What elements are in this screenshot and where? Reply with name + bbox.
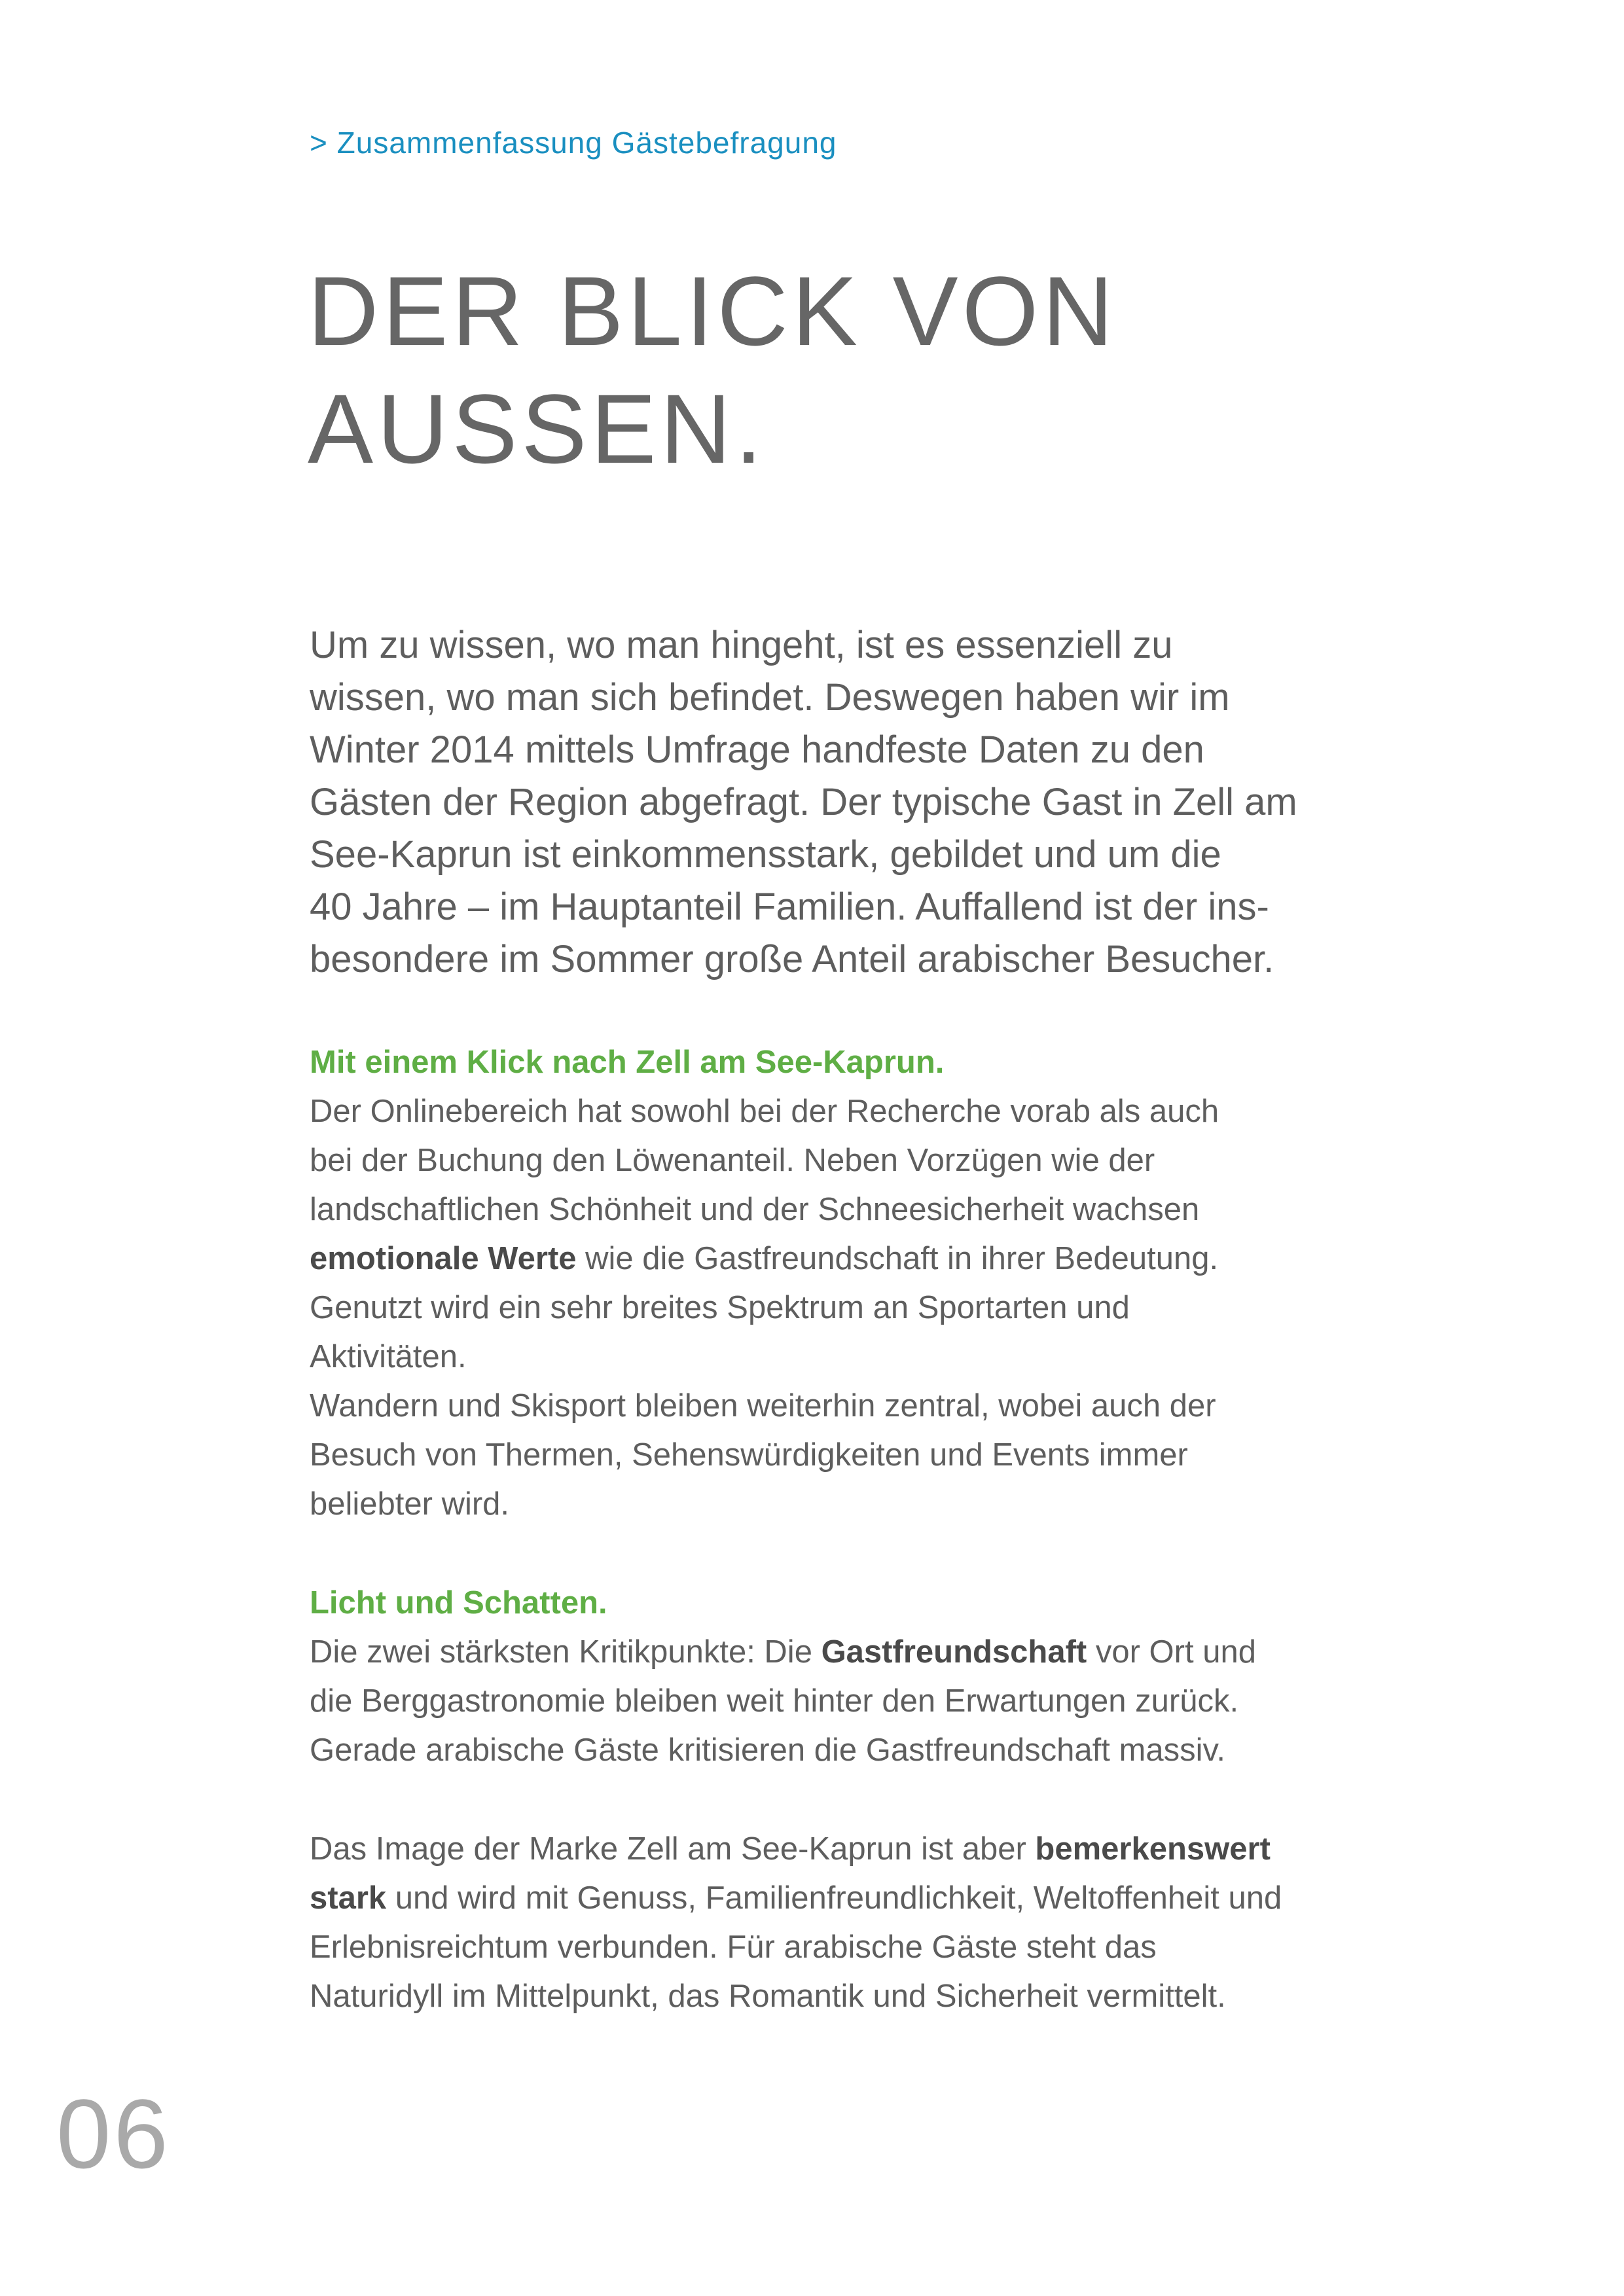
intro-line: 40 Jahre – im Hauptanteil Familien. Auffallend ist der ins-	[310, 886, 1269, 928]
page-title-line-2: AUSSEN.	[308, 374, 767, 484]
section-online	[310, 1038, 1501, 1529]
intro-line: Winter 2014 mittels Umfrage handfeste Daten zu den	[310, 728, 1204, 771]
section-line: bei der Buchung den Löwenanteil. Neben Vorzügen wie der	[310, 1143, 1155, 1178]
section-line: Besuch von Thermen, Sehenswürdigkeiten und Events immer	[310, 1437, 1188, 1473]
page-number: 06	[56, 2079, 171, 2189]
section-line: Gerade arabische Gäste kritisieren die Gastfreundschaft massiv.	[310, 1732, 1225, 1768]
emphasis-text: stark	[310, 1880, 387, 1916]
intro-line: wissen, wo man sich befindet. Deswegen haben wir im	[310, 676, 1230, 719]
intro-paragraph	[310, 619, 1501, 986]
intro-line: See-Kaprun ist einkommensstark, gebildet und um die	[310, 833, 1221, 876]
section-line: Genutzt wird ein sehr breites Spektrum an Sportarten und	[310, 1290, 1130, 1325]
intro-line: Gästen der Region abgefragt. Der typische Gast in Zell am	[310, 781, 1297, 823]
section-line: landschaftlichen Schönheit und der Schneesicherheit wachsen	[310, 1192, 1200, 1227]
section-line	[310, 1825, 1501, 1874]
emphasis-text: Gastfreundschaft	[821, 1634, 1087, 1670]
section-line: Aktivitäten.	[310, 1339, 467, 1374]
section-line: Erlebnisreichtum verbunden. Für arabische Gäste steht das	[310, 1929, 1157, 1965]
section-line: Wandern und Skisport bleiben weiterhin zentral, wobei auch der	[310, 1388, 1216, 1424]
page-title	[308, 252, 1117, 488]
emphasis-text: bemerkenswert	[1035, 1831, 1271, 1867]
emphasis-text: emotionale Werte	[310, 1241, 577, 1276]
section-line	[310, 1234, 1501, 1283]
section-heading-criticism: Licht und Schatten.	[310, 1585, 607, 1621]
section-line: Naturidyll im Mittelpunkt, das Romantik und Sicherheit vermittelt.	[310, 1979, 1226, 2014]
section-line	[310, 1874, 1501, 1923]
section-line-start: Das Image der Marke Zell am See-Kaprun ist aber	[310, 1831, 1036, 1867]
section-line-rest: und wird mit Genuss, Familienfreundlichkeit, Weltoffenheit und	[386, 1880, 1282, 1916]
section-line	[310, 1628, 1501, 1677]
breadcrumb: > Zusammenfassung Gästebefragung	[310, 126, 837, 160]
section-line-start: Die zwei stärksten Kritikpunkte: Die	[310, 1634, 821, 1670]
page-title-line-1: DER BLICK VON	[308, 256, 1117, 366]
intro-line: besondere im Sommer große Anteil arabischer Besucher.	[310, 938, 1274, 980]
section-line-end: vor Ort und	[1087, 1634, 1256, 1670]
section-criticism	[310, 1579, 1501, 1775]
intro-line: Um zu wissen, wo man hingeht, ist es essenziell zu	[310, 624, 1173, 666]
section-line-rest: wie die Gastfreundschaft in ihrer Bedeutung.	[576, 1241, 1219, 1276]
section-heading-online: Mit einem Klick nach Zell am See-Kaprun.	[310, 1045, 945, 1080]
section-line: beliebter wird.	[310, 1486, 510, 1522]
section-line: die Berggastronomie bleiben weit hinter den Erwartungen zurück.	[310, 1683, 1239, 1719]
section-brand-image	[310, 1825, 1501, 2021]
section-line: Der Onlinebereich hat sowohl bei der Recherche vorab als auch	[310, 1094, 1219, 1129]
